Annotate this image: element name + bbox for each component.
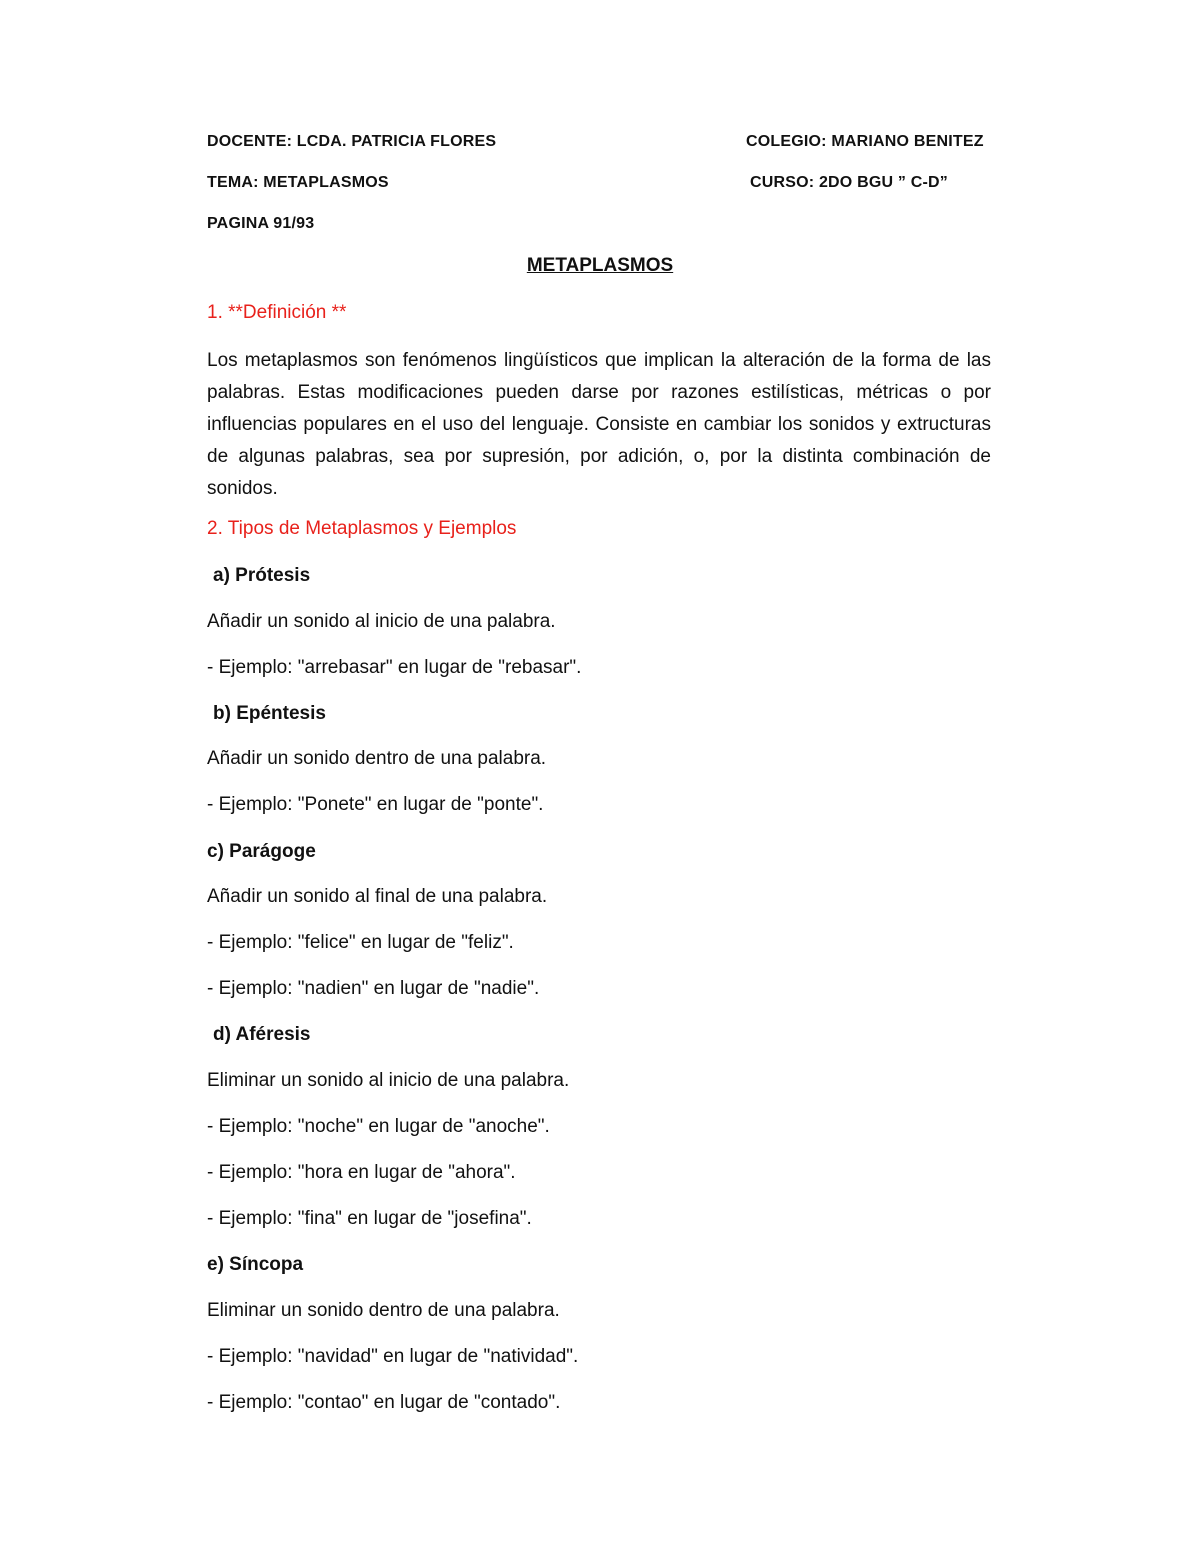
type-heading-epentesis: b) Epéntesis — [213, 703, 326, 724]
type-description-sincopa: Eliminar un sonido dentro de una palabra. — [207, 1300, 560, 1321]
document-title: METAPLASMOS — [526, 255, 674, 276]
section-heading-definicion: 1. **Definición ** — [207, 302, 347, 323]
example-line: - Ejemplo: "arrebasar" en lugar de "rebasar". — [207, 657, 582, 678]
example-line: - Ejemplo: "contao" en lugar de "contado". — [207, 1392, 561, 1413]
example-line: - Ejemplo: "felice" en lugar de "feliz". — [207, 932, 514, 953]
type-heading-paragoge: c) Parágoge — [207, 841, 316, 862]
type-description-aferesis: Eliminar un sonido al inicio de una palabra. — [207, 1070, 570, 1091]
definition-paragraph: Los metaplasmos son fenómenos lingüísticos que implican la alteración de la forma de las palabras. Estas modificaciones pueden darse por razones estilísticas, métricas o por influencias populares en el uso del lenguaje. Consiste en cambiar los sonidos y extructuras de algunas palabras, sea por supresión, por adición, o, por la distinta combinación de sonidos. — [207, 350, 991, 499]
header-pagina: PAGINA 91/93 — [207, 215, 315, 232]
type-heading-protesis: a) Prótesis — [213, 565, 311, 586]
header-colegio: COLEGIO: MARIANO BENITEZ — [746, 133, 984, 150]
type-description-protesis: Añadir un sonido al inicio de una palabra. — [207, 611, 556, 632]
header-tema: TEMA: METAPLASMOS — [207, 174, 389, 191]
type-description-paragoge: Añadir un sonido al final de una palabra. — [207, 886, 548, 907]
header-curso: CURSO: 2DO BGU ” C-D” — [750, 174, 948, 191]
example-line: - Ejemplo: "hora en lugar de "ahora". — [207, 1162, 516, 1183]
example-line: - Ejemplo: "noche" en lugar de "anoche". — [207, 1116, 550, 1137]
type-description-epentesis: Añadir un sonido dentro de una palabra. — [207, 748, 547, 769]
section-heading-tipos: 2. Tipos de Metaplasmos y Ejemplos — [207, 518, 517, 539]
example-line: - Ejemplo: "Ponete" en lugar de "ponte". — [207, 794, 544, 815]
example-line: - Ejemplo: "nadien" en lugar de "nadie". — [207, 978, 540, 999]
example-line: - Ejemplo: "fina" en lugar de "josefina". — [207, 1208, 532, 1229]
example-line: - Ejemplo: "navidad" en lugar de "natividad". — [207, 1346, 579, 1367]
type-heading-sincopa: e) Síncopa — [207, 1254, 304, 1275]
type-heading-aferesis: d) Aféresis — [213, 1024, 311, 1045]
header-docente: DOCENTE: LCDA. PATRICIA FLORES — [207, 133, 497, 150]
